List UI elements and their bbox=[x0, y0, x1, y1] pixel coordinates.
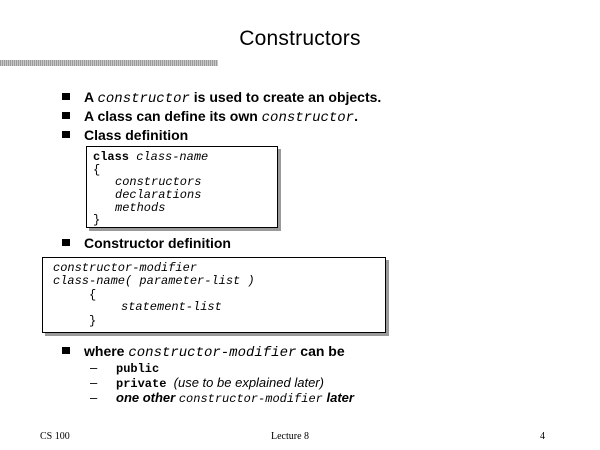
bullet-code: constructor bbox=[261, 110, 355, 126]
methods-line: methods bbox=[115, 201, 166, 215]
bullet-where-modifier bbox=[62, 342, 345, 362]
class-definition-box bbox=[86, 146, 278, 228]
constructor-modifier-line: constructor-modifier bbox=[53, 261, 198, 275]
bullet-class-definition bbox=[62, 126, 188, 144]
square-bullet-icon bbox=[62, 131, 70, 138]
class-name-params-line: class-name( parameter-list ) bbox=[53, 274, 255, 288]
class-header-line bbox=[93, 151, 208, 164]
class-name: class-name bbox=[136, 150, 209, 164]
bullet-text-post: can be bbox=[296, 343, 345, 359]
square-bullet-icon bbox=[62, 347, 70, 354]
open-brace: { bbox=[93, 163, 101, 177]
footer-course: CS 100 bbox=[40, 431, 70, 442]
modifier-note: (use to be explained later) bbox=[173, 375, 324, 390]
modifier-other bbox=[90, 390, 354, 407]
modifier-code: public bbox=[116, 362, 160, 376]
modifier-code: private bbox=[116, 377, 167, 391]
close-brace: } bbox=[93, 213, 101, 227]
bullet-class-define-constructor bbox=[62, 107, 358, 127]
square-bullet-icon bbox=[62, 93, 70, 100]
bullet-text: Constructor definition bbox=[84, 235, 231, 251]
statement-list-line: statement-list bbox=[121, 300, 222, 314]
footer-page-number: 4 bbox=[540, 431, 545, 442]
modifier-text-pre: one other bbox=[116, 390, 179, 405]
bullet-text-pre: A bbox=[84, 89, 98, 105]
dash-bullet: – bbox=[90, 375, 98, 390]
title-rule bbox=[0, 60, 218, 66]
bullet-constructor-definition bbox=[62, 234, 231, 252]
class-keyword: class bbox=[93, 150, 130, 164]
dash-bullet: – bbox=[90, 390, 98, 405]
bullet-text-pre: A class can define its own bbox=[84, 108, 262, 124]
constructors-line: constructors bbox=[115, 175, 202, 189]
square-bullet-icon bbox=[62, 112, 70, 119]
modifier-code: constructor-modifier bbox=[178, 392, 323, 406]
modifier-text-post: later bbox=[322, 390, 354, 405]
open-brace: { bbox=[89, 288, 97, 302]
bullet-text-pre: where bbox=[84, 343, 129, 359]
dash-bullet: – bbox=[90, 360, 98, 375]
bullet-text-post: . bbox=[354, 108, 358, 124]
bullet-text-post: is used to create an objects. bbox=[189, 89, 382, 105]
bullet-text: Class definition bbox=[84, 127, 189, 143]
declarations-line: declarations bbox=[115, 188, 202, 202]
bullet-constructor-purpose bbox=[62, 88, 381, 108]
square-bullet-icon bbox=[62, 239, 70, 246]
bullet-code: constructor-modifier bbox=[128, 345, 297, 361]
constructor-definition-box bbox=[42, 257, 386, 333]
footer-lecture: Lecture 8 bbox=[271, 431, 310, 442]
slide-title: Constructors bbox=[239, 27, 361, 50]
bullet-code: constructor bbox=[97, 91, 190, 107]
close-brace: } bbox=[89, 314, 97, 328]
